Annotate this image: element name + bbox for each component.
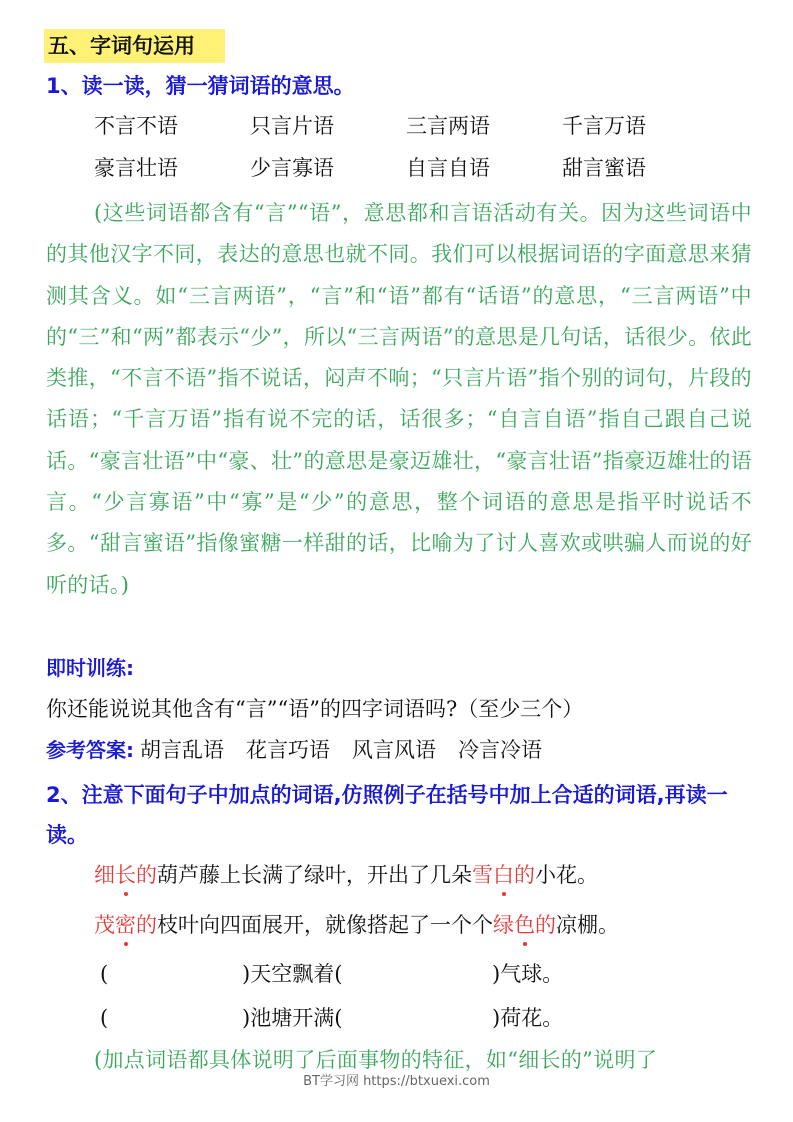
dotted-word: 雪白的	[472, 859, 535, 891]
sentence-text: 葫芦藤上长满了绿叶，开出了几朵	[157, 863, 472, 887]
blank-text: )气球。	[492, 962, 564, 986]
part1-explanation: (这些词语都含有“言”“语”，意思都和言语活动有关。因为这些词语中的其他汉字不同，表达的意思也就不同。我们可以根据词语的字面意思来猜测其含义。如“三言两语”，“言”和“语”都有“话语”的意思，“三言两语”中的“三”和“两”都表示“少”，所以“三言两语”的意思是几句话，话很少。依此类推，“不言不语”指不说话，闷声不响；“只言片语”指个别的词句，片段的话语；“千言万语”指有说不完的话，话很多；“自言自语”指自己跟自己说话。“豪言壮语”中“豪、壮”的意思是豪迈雄壮，“豪言壮语”指豪迈雄壮的语言。“少言寡语”中“寡”是“少”的意思，整个词语的意思是指平时说话不多。“甜言蜜语”指像蜜糖一样甜的话，比喻为了讨人喜欢或哄骗人而说的好听的话。)	[46, 201, 752, 597]
dotted-word: 细长的	[94, 859, 157, 891]
sentence-text: 枝叶向四面展开，就像搭起了一个个	[157, 913, 493, 937]
word-item: 甜言蜜语	[562, 156, 646, 180]
bracket-open: (	[100, 962, 109, 986]
answer-label: 参考答案:	[46, 738, 134, 762]
blank-text: )天空飘着(	[242, 962, 343, 986]
word-item: 豪言壮语	[94, 156, 178, 180]
bracket-open: (	[100, 1006, 109, 1030]
part1-heading: 1、读一读，猜一猜词语的意思。	[46, 74, 355, 98]
sentence-text: 小花。	[535, 863, 598, 887]
answer-item: 冷言冷语	[458, 738, 542, 762]
word-item: 不言不语	[94, 114, 178, 138]
sentence-text: 凉棚。	[556, 913, 619, 937]
word-item: 自言自语	[406, 156, 490, 180]
word-item: 少言寡语	[250, 156, 334, 180]
example-sentence-2	[94, 909, 619, 941]
answer-item: 胡言乱语	[140, 738, 224, 762]
answer-item: 风言风语	[352, 738, 436, 762]
blank-text: )池塘开满(	[242, 1006, 343, 1030]
example-sentence-1	[94, 859, 598, 891]
footer-watermark: BT学习网 https://btxuexi.com	[303, 1074, 490, 1089]
word-item: 只言片语	[250, 114, 334, 138]
section-title: 五、字词句运用	[44, 29, 225, 63]
blank-text: )荷花。	[492, 1006, 564, 1030]
answer-row	[46, 734, 542, 766]
word-item: 三言两语	[406, 114, 490, 138]
practice-label: 即时训练:	[46, 656, 134, 680]
word-item: 千言万语	[562, 114, 646, 138]
practice-question: 你还能说说其他含有“言”“语”的四字词语吗?（至少三个）	[46, 697, 584, 721]
answer-item: 花言巧语	[246, 738, 330, 762]
part2-heading: 2、注意下面句子中加点的词语,仿照例子在括号中加上合适的词语,再读一读。	[46, 783, 728, 847]
dotted-word: 绿色的	[493, 909, 556, 941]
dotted-word: 茂密的	[94, 909, 157, 941]
part2-explanation: (加点词语都具体说明了后面事物的特征，如“细长的”说明了	[94, 1048, 658, 1072]
